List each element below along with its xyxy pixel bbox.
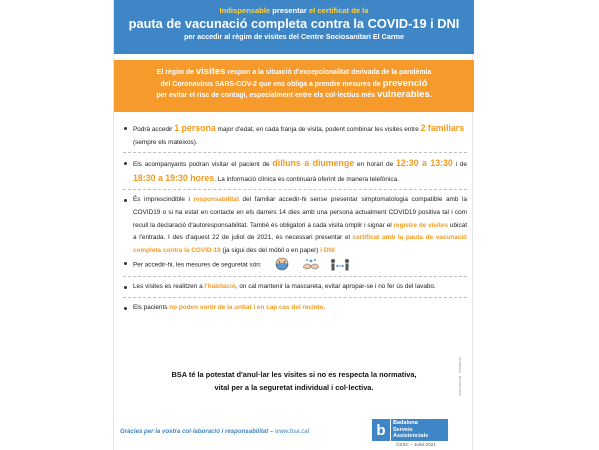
rule-highlight: dilluns a diumenge (272, 158, 355, 169)
header-title: pauta de vacunació completa contra la COVID-19 i DNI (128, 16, 460, 31)
info-banner-line-3 (120, 90, 468, 102)
rule-text: (sempre els mateixos). (133, 138, 198, 146)
rule-text: ubicat a l'entrada. I des d'aquest 22 de juliol de 2021, és necessari presentar el (133, 221, 467, 242)
divider (123, 189, 467, 190)
rule-highlight: 2 familiars (420, 123, 465, 133)
rule-responsibility (123, 194, 467, 257)
header-highlight-word: Indispensable (219, 6, 271, 15)
banner-emphasis: prevenció (382, 77, 428, 89)
distance-icon (329, 257, 351, 273)
banner-text: respon a la situació d'excepcionalitat derivada de la pandèmia (225, 69, 432, 76)
thanks-text: Gràcies per la vostra col·laboració i responsabilitat – (120, 428, 276, 435)
website-link[interactable]: www.bsa.cat (275, 428, 310, 435)
banner-text: per evitar el risc de contagi, especialment entre els col·lectius més (156, 92, 377, 99)
divider (123, 152, 467, 153)
poster (113, 0, 473, 450)
divider (123, 276, 467, 277)
rule-text: És imprescindible i (133, 196, 194, 204)
rule-highlight: registre de visites (393, 221, 449, 229)
rule-room-visits (123, 281, 467, 294)
header-subtitle: per accedir al règim de visites del Centre Sociosanitari El Carme (183, 32, 405, 41)
banner-text: El règim de (156, 69, 196, 76)
closing-line-2: vital per a la seguretat individual i col·lectiva. (214, 383, 374, 392)
rule-text: Podrà accedir (133, 126, 175, 133)
copyright: ©SSC – Juliol 2021 (396, 442, 436, 447)
rule-text: . La informació clínica es continuarà oferint de manera telefònica. (214, 175, 399, 183)
bsa-logo (372, 419, 448, 441)
rule-patients-stay (123, 302, 467, 315)
rule-text: (ja sigui des del mòbil o en paper) (220, 246, 321, 254)
logo-line: Serveis (393, 426, 413, 433)
rule-text: Els acompanyants podran visitar el pacient de (133, 161, 273, 169)
vertical-side-text: www.bsa.cat · Badalona (458, 357, 462, 396)
divider (123, 297, 467, 298)
rule-highlight: responsabilitat (193, 196, 239, 204)
header-text: presentar (270, 6, 309, 15)
rule-highlight: 12:30 a 13:30 (395, 158, 453, 169)
rule-text: Les visites es realitzen a (133, 283, 205, 291)
rule-highlight: no poden sortir de la unitat i en cap cas del recinte (169, 303, 324, 311)
rule-highlight: l'habitació (204, 283, 236, 291)
rule-text: en horari de (354, 161, 396, 169)
safety-icons (271, 257, 351, 273)
rule-highlight: certificat amb la pauta de vacunació completa contra la COVID-19 (133, 234, 467, 254)
header-highlight-text: el certificat de la (308, 6, 369, 15)
rule-visitors (123, 122, 467, 149)
header-line-1 (114, 6, 474, 16)
footer-thanks (120, 428, 309, 435)
rule-highlight: 1 persona (174, 123, 216, 133)
closing-statement (114, 368, 474, 394)
logo-line: Assistencials (393, 433, 429, 439)
rules-list (123, 122, 467, 315)
rule-text: Els pacients (133, 303, 170, 311)
logo-mark: b (372, 419, 390, 441)
banner-text: . (429, 92, 432, 99)
rule-schedule (123, 157, 467, 186)
hand-wash-icon (300, 257, 322, 273)
banner-emphasis: vulnerables (376, 89, 430, 100)
logo-name (391, 419, 448, 441)
rule-text: , on cal mantenir la mascareta, evitar apropar-se i no fer ús del lavabo. (235, 283, 436, 291)
rule-safety-measures (123, 257, 467, 273)
info-banner (114, 60, 474, 112)
rule-text: del familiar accedir-hi sense presentar simptomatologia compatible amb la COVID19 o si ha estat en contacte en els darrers 14 dies amb una persona actualment COVID19 positiva tal i com recull la declaració d'autoresponsabilitat. També és obligatori a cada visita omplir i signar el (133, 196, 467, 229)
mask-icon (271, 257, 293, 273)
rule-text: Per accedir-hi, les mesures de seguretat són: (133, 262, 262, 270)
header-banner (114, 0, 474, 54)
rule-highlight: 18:30 a 19:30 hores (133, 172, 215, 183)
closing-line-1: BSA té la potestat d'anul·lar les visites si no es respecta la normativa, (171, 370, 417, 379)
rule-text: . (323, 303, 326, 311)
rule-text: major d'edat, en cada franja de visita, podent combinar les visites entre (215, 126, 421, 133)
logo-line: Badalona (393, 420, 418, 426)
banner-emphasis: visites (195, 66, 226, 77)
banner-text: del Coronavirus SARS-COV-2 que ens obliga a prendre mesures de (160, 80, 383, 88)
rule-text: i de (452, 161, 467, 169)
rule-highlight: i DNI (320, 246, 335, 254)
